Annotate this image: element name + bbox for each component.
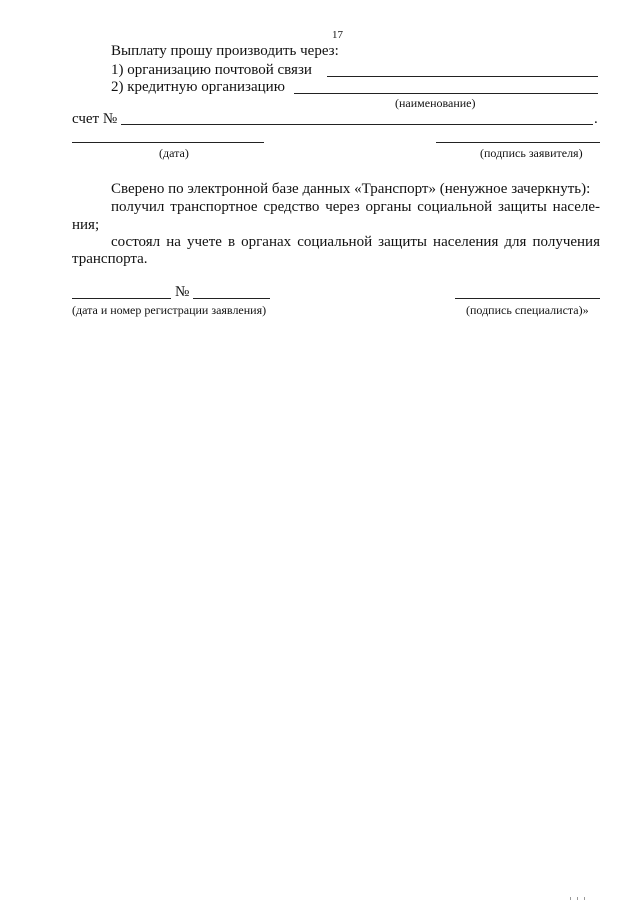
applicant-signature-caption: (подпись заявителя)	[480, 146, 583, 160]
credit-organization-line	[294, 93, 598, 94]
registration-number-sign: №	[175, 284, 190, 300]
page-number: 17	[332, 29, 343, 41]
registration-caption: (дата и номер регистрации заявления)	[72, 303, 267, 317]
scan-mark	[584, 897, 585, 900]
verification-heading: Сверено по электронной базе данных «Транспорт» (ненужное зачеркнуть):	[111, 181, 591, 197]
applicant-signature-line	[436, 142, 600, 143]
verification-item-2-line-2: транспорта.	[72, 251, 148, 267]
account-end-dot: .	[594, 111, 598, 127]
name-caption: (наименование)	[395, 96, 476, 110]
payment-option-credit: 2) кредитную организацию	[111, 79, 285, 95]
verification-item-2-line-1: состоял на учете в органах социальной защиты населения для получения	[111, 234, 600, 250]
verification-item-1-line-1: получил транспортное средство через органы социальной защиты населе-	[111, 199, 600, 215]
specialist-signature-line	[455, 298, 600, 299]
payment-option-postal: 1) организацию почтовой связи	[111, 62, 312, 78]
postal-organization-line	[327, 76, 598, 77]
account-label: счет №	[72, 111, 118, 127]
registration-number-line	[193, 298, 270, 299]
registration-date-line	[72, 298, 171, 299]
scan-mark	[570, 897, 571, 900]
specialist-signature-caption: (подпись специалиста)»	[466, 303, 589, 317]
date-line	[72, 142, 264, 143]
account-number-line	[121, 124, 593, 125]
scan-mark	[577, 897, 578, 900]
date-caption: (дата)	[159, 146, 189, 160]
payment-intro: Выплату прошу производить через:	[111, 43, 339, 59]
verification-item-1-line-2: ния;	[72, 217, 100, 233]
